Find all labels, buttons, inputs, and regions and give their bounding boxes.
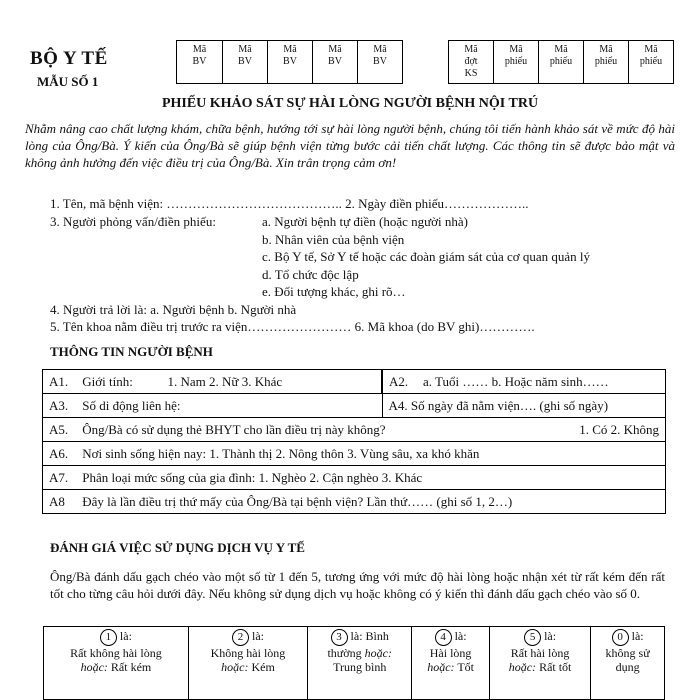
form-code-cell[interactable]: Mã phiếu (583, 41, 628, 83)
question-a2[interactable]: A2. a. Tuổi …… b. Hoặc năm sinh…… (382, 370, 666, 394)
survey-code-boxes (448, 40, 674, 84)
hospital-code-boxes (176, 40, 403, 84)
question-a7[interactable]: A7. Phân loại mức sống của gia đình: 1. Nghèo 2. Cận nghèo 3. Khác (43, 466, 666, 490)
hospital-code-cell[interactable]: Mã BV (267, 41, 312, 83)
question-respondent[interactable]: 4. Người trả lời là: a. Người bệnh b. Người nhà (50, 302, 297, 317)
intro-paragraph: Nhằm nâng cao chất lượng khám, chữa bệnh, hướng tới sự hài lòng người bệnh, chúng tôi tiến hành khảo sát về mức độ hài lòng của Ông/Bà. Ý kiến của Ông/Bà sẽ giúp bệnh viện từng bước cải tiến chất lượng. Các thông tin sẽ được bảo mật và không ảnh hưởng đến việc điều trị của Ông/Bà. Xin trân trọng cảm ơn! (25, 121, 675, 170)
form-code-cell[interactable]: Mã phiếu (538, 41, 583, 83)
question-a4[interactable]: A4. Số ngày đã nằm viện…. (ghi số ngày) (382, 394, 666, 418)
interviewer-option-c[interactable]: c. Bộ Y tế, Sở Y tế hoặc các đoàn giám sát của cơ quan quản lý (262, 249, 591, 264)
scale-number-circle[interactable]: 3 (331, 629, 348, 646)
scale-number-circle[interactable]: 1 (100, 629, 117, 646)
table-row (43, 466, 666, 490)
table-row (43, 490, 666, 514)
question-department[interactable]: 5. Tên khoa nằm điều trị trước ra viện…………………… 6. Mã khoa (do BV ghi)…………. (50, 319, 535, 334)
form-title: PHIẾU KHẢO SÁT SỰ HÀI LÒNG NGƯỜI BỆNH NỘI TRÚ (161, 96, 539, 111)
hospital-code-cell[interactable]: Mã BV (192, 44, 207, 67)
hospital-code-cell[interactable]: Mã BV (222, 41, 267, 83)
scale-option-5[interactable]: 5 là: Rất hài lòng hoặc: Rất tốt (489, 627, 590, 700)
hospital-code-cell[interactable]: Mã BV (312, 41, 357, 83)
scale-option-2[interactable]: 2 là: Không hài lòng hoặc: Kém (188, 627, 307, 700)
interviewer-option-d[interactable]: d. Tổ chức độc lập (262, 267, 359, 282)
table-row (43, 442, 666, 466)
scale-number-circle[interactable]: 2 (232, 629, 249, 646)
table-row (43, 394, 666, 418)
interviewer-option-a[interactable]: a. Người bệnh tự điền (hoặc người nhà) (262, 214, 469, 229)
scale-option-0[interactable]: 0 là: không sử dụng (591, 627, 665, 700)
question-a3[interactable]: A3. Số di động liên hệ: (43, 394, 383, 418)
rating-scale-table (43, 626, 665, 700)
patient-info-heading: THÔNG TIN NGƯỜI BỆNH (50, 344, 213, 359)
scale-number-circle[interactable]: 0 (612, 629, 629, 646)
question-a6[interactable]: A6. Nơi sinh sống hiện nay: 1. Thành thị 2. Nông thôn 3. Vùng sâu, xa khó khăn (43, 442, 666, 466)
question-a1[interactable]: A1. Giới tính: 1. Nam 2. Nữ 3. Khác (43, 370, 383, 394)
question-a5[interactable]: A5. Ông/Bà có sử dụng thẻ BHYT cho lần điều trị này không? 1. Có 2. Không (43, 418, 666, 442)
form-code-cell[interactable]: Mã phiếu (493, 41, 538, 83)
patient-info-table (42, 369, 666, 514)
scale-number-circle[interactable]: 4 (435, 629, 452, 646)
question-interviewer-label: 3. Người phỏng vấn/điền phiếu: (50, 214, 216, 229)
form-number: MẪU SỐ 1 (37, 74, 99, 89)
evaluation-instructions: Ông/Bà đánh dấu gạch chéo vào một số từ 1 đến 5, tương ứng với mức độ hài lòng hoặc nhận xét từ rất kém đến rất tốt cho từng câu hỏi dưới đây. Nếu không sử dụng dịch vụ hoặc không có ý kiến thì đánh dấu gạch chéo vào số 0. (50, 569, 665, 601)
scale-option-3[interactable]: 3 là: Bình thường hoặc: Trung bình (308, 627, 412, 700)
scale-option-4[interactable]: 4 là: Hài lòng hoặc: Tốt (412, 627, 490, 700)
interviewer-option-e[interactable]: e. Đối tượng khác, ghi rõ… (262, 284, 406, 299)
hospital-code-cell[interactable]: Mã BV (357, 41, 402, 83)
table-row (44, 627, 665, 700)
interviewer-option-b[interactable]: b. Nhân viên của bệnh viện (262, 232, 405, 247)
form-code-cell[interactable]: Mã phiếu (628, 41, 673, 83)
ministry-name: BỘ Y TẾ (30, 48, 108, 69)
question-a8[interactable]: A8 Đây là lần điều trị thứ mấy của Ông/Bà tại bệnh viện? Lần thứ…… (ghi số 1, 2…) (43, 490, 666, 514)
scale-number-circle[interactable]: 5 (524, 629, 541, 646)
table-row (43, 370, 666, 394)
survey-round-code-cell[interactable]: Mã đợt KS (464, 44, 478, 79)
question-hospital-date[interactable]: 1. Tên, mã bệnh viện: ………………………………….. 2. Ngày điền phiếu……………….. (50, 196, 529, 211)
scale-option-1[interactable]: 1 là: Rất không hài lòng hoặc: Rất kém (44, 627, 189, 700)
table-row (43, 418, 666, 442)
evaluation-heading: ĐÁNH GIÁ VIỆC SỬ DỤNG DỊCH VỤ Y TẾ (50, 540, 305, 555)
